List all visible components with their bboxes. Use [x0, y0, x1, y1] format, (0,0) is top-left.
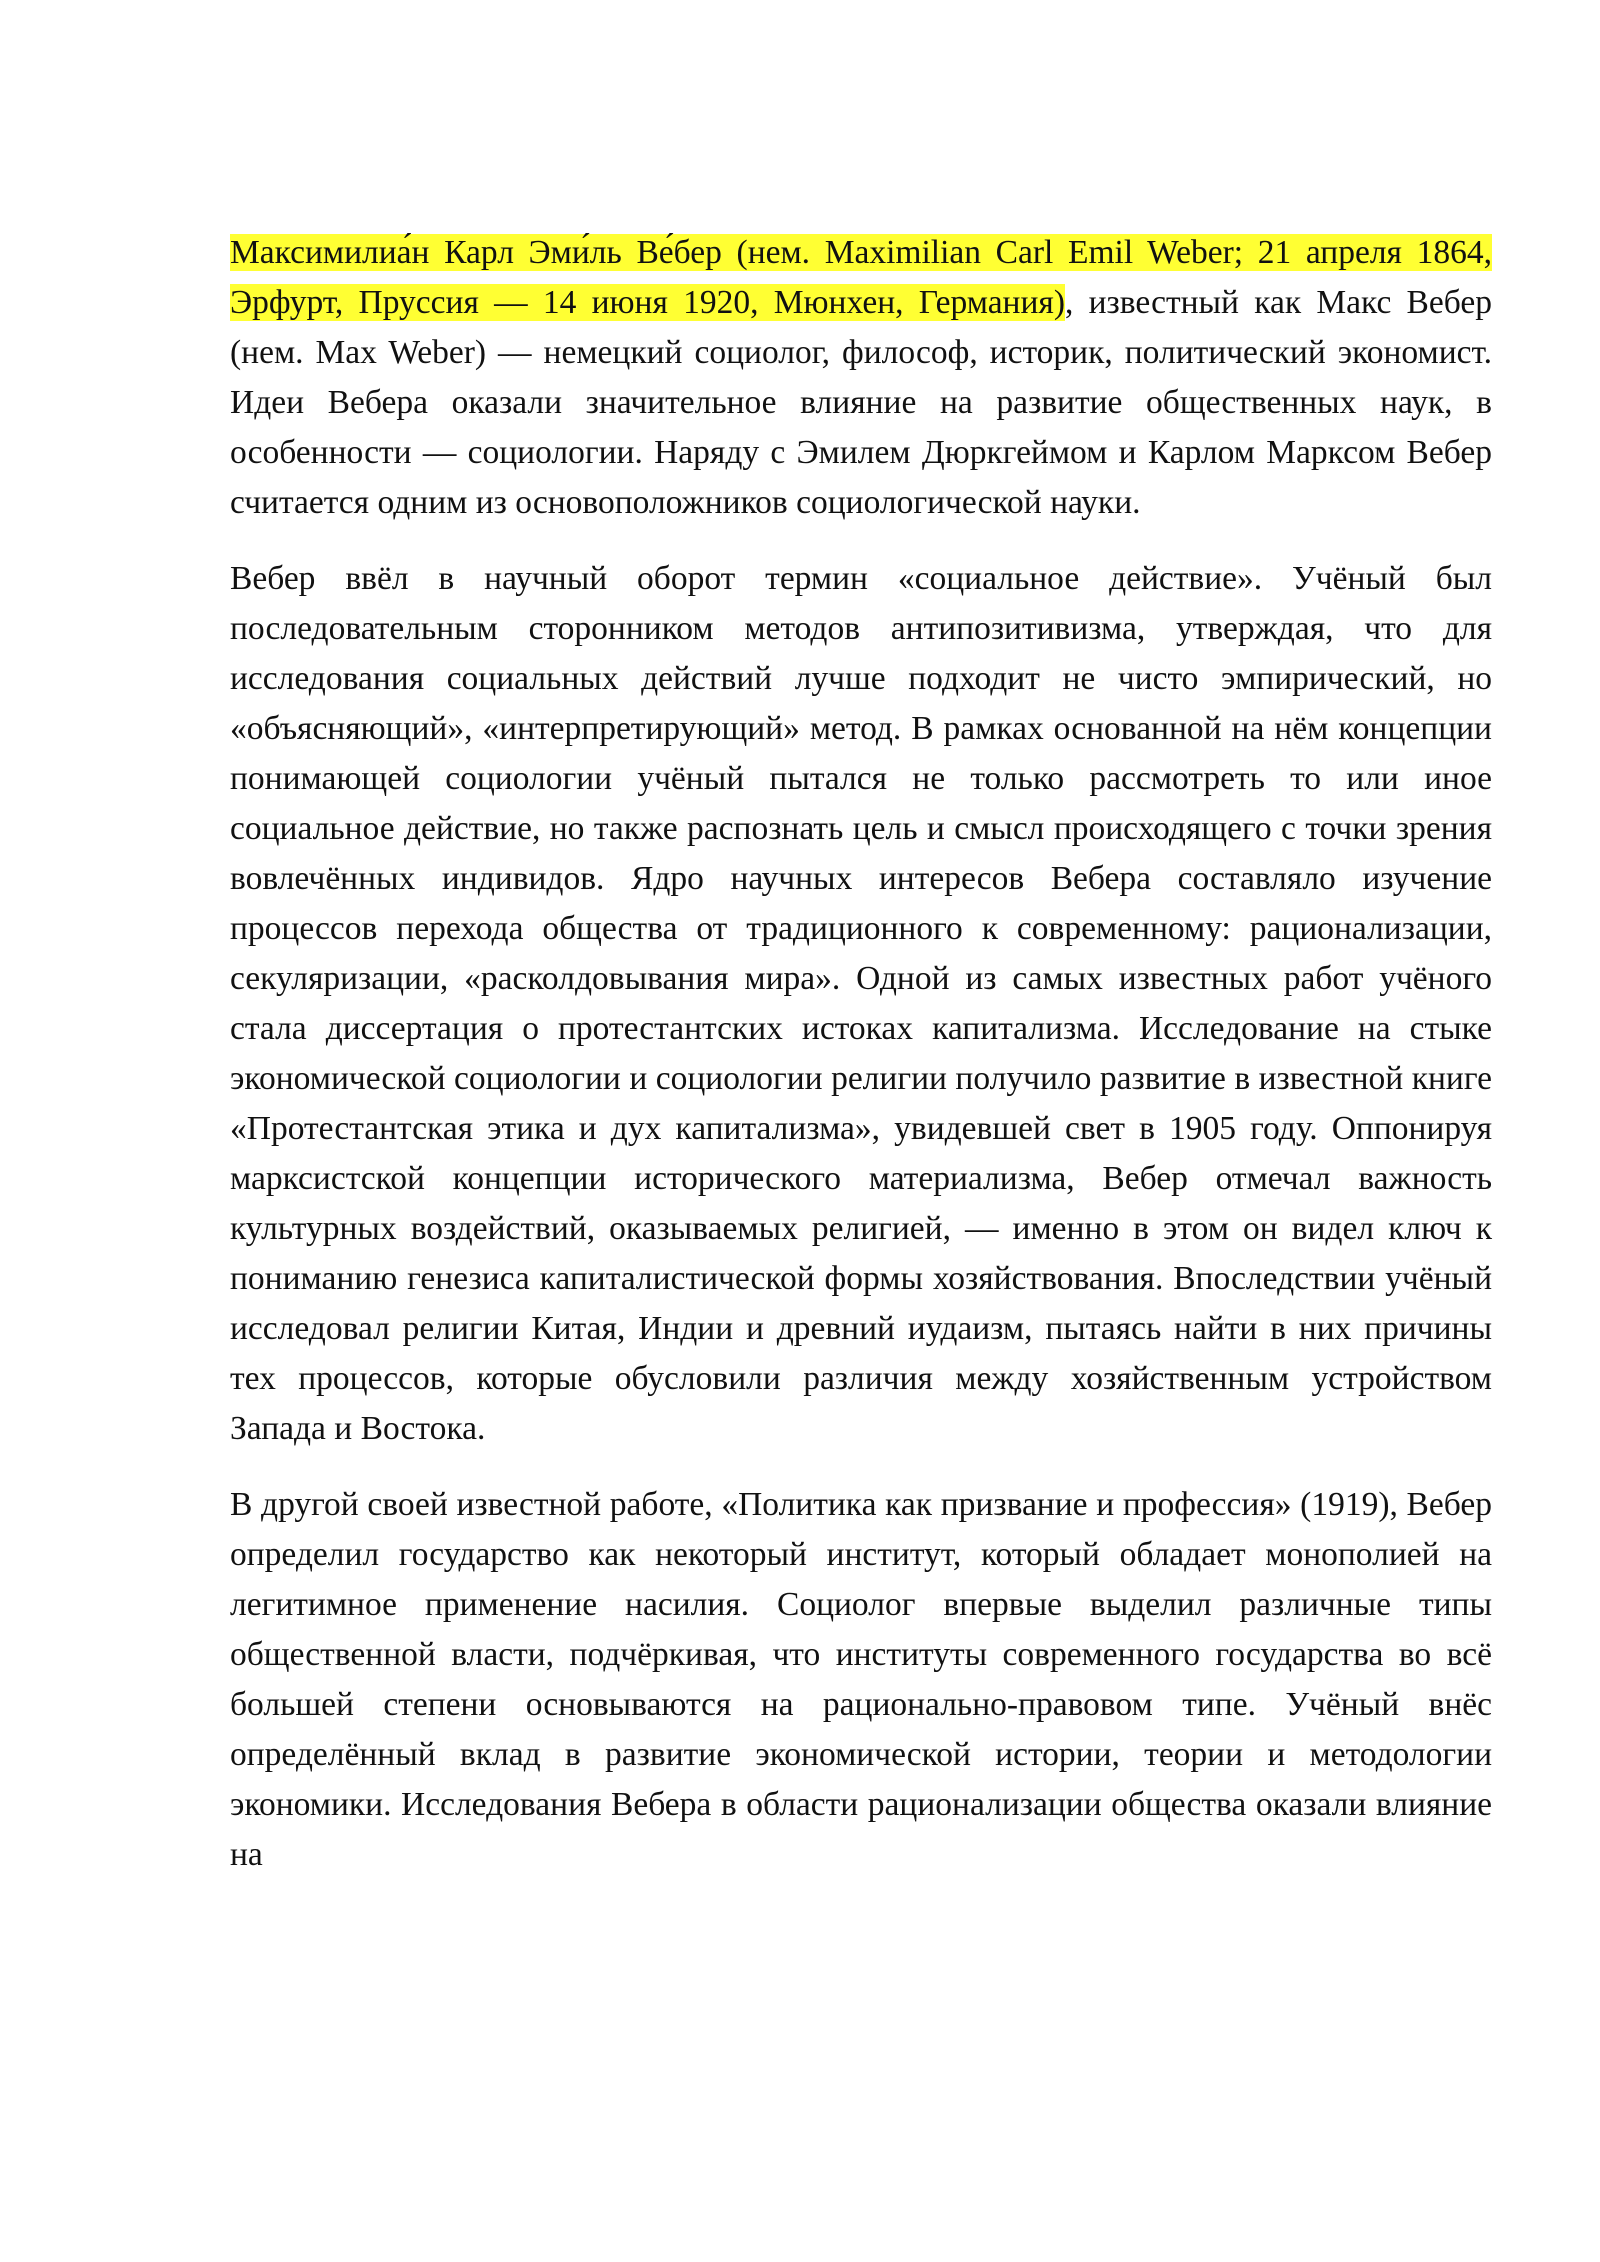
highlighted-text: Максимилиа́н Карл Эми́ль Ве́бер (нем. Maximilian Carl Emil Weber; 21 апреля 1864, Эрфурт, Пруссия — 14 июня 1920, Мюнхен, Германия) — [230, 234, 1492, 321]
paragraph-intro-text: , известный как Макс Вебер (нем. Max Weber) — немецкий социолог, философ, историк, политический экономист. Идеи Вебера оказали значительное влияние на развитие общественных наук, в особенности — социологии. Наряду с Эмилем Дюркгеймом и Карлом Марксом Вебер считается одним из основоположников социологической науки. — [230, 284, 1492, 521]
document-page — [230, 228, 1492, 1906]
paragraph-politics: В другой своей известной работе, «Политика как призвание и профессия» (1919), Вебер определил государство как некоторый институт, который обладает монополией на легитимное применение насилия. Социолог впервые выделил различные типы общественной власти, подчёркивая, что институты современного государства во всё большей степени основываются на рационально-правовом типе. Учёный внёс определённый вклад в развитие экономической истории, теории и методологии экономики. Исследования Вебера в области рационализации общества оказали влияние на — [230, 1486, 1492, 1873]
paragraph-social-action: Вебер ввёл в научный оборот термин «социальное действие». Учёный был последовательным сторонником методов антипозитивизма, утверждая, что для исследования социальных действий лучше подходит не чисто эмпирический, но «объясняющий», «интерпретирующий» метод. В рамках основанной на нём концепции понимающей социологии учёный пытался не только рассмотреть то или иное социальное действие, но также распознать цель и смысл происходящего с точки зрения вовлечённых индивидов. Ядро научных интересов Вебера составляло изучение процессов перехода общества от традиционного к современному: рационализации, секуляризации, «расколдовывания мира». Одной из самых известных работ учёного стала диссертация о протестантских истоках капитализма. Исследование на стыке экономической социологии и социологии религии получило развитие в известной книге «Протестантская этика и дух капитализма», увидевшей свет в 1905 году. Оппонируя марксистской концепции исторического материализма, Вебер отмечал важность культурных воздействий, оказываемых религией, — именно в этом он видел ключ к пониманию генезиса капиталистической формы хозяйствования. Впоследствии учёный исследовал религии Китая, Индии и древний иудаизм, пытаясь найти в них причины тех процессов, которые обусловили различия между хозяйственным устройством Запада и Востока. — [230, 560, 1492, 1447]
paragraph-intro — [230, 228, 1492, 528]
